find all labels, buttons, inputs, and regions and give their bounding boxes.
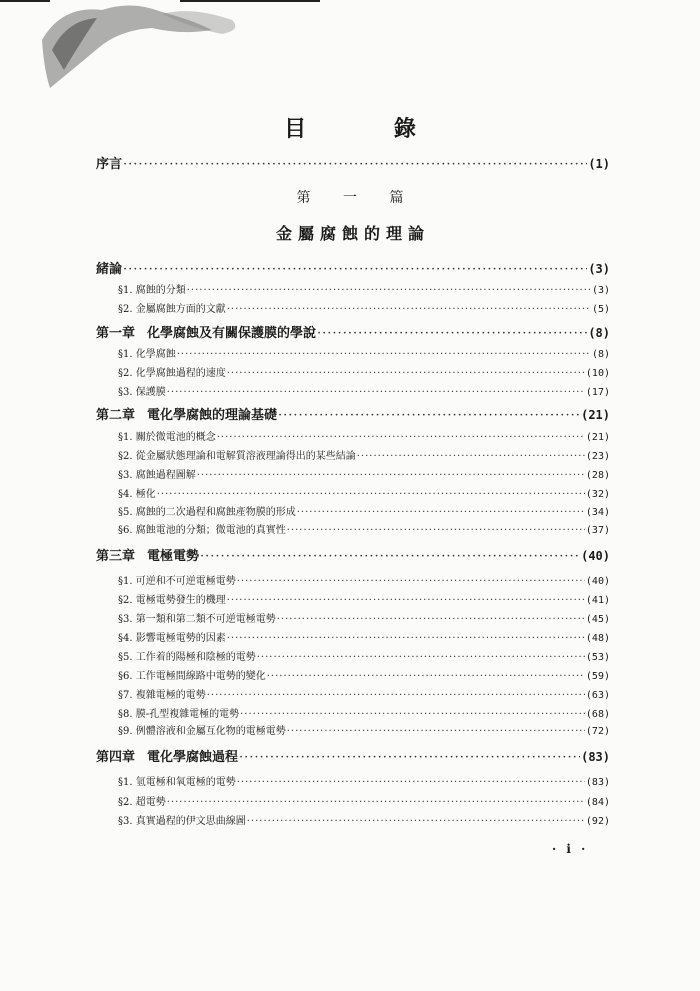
toc-section-page: (17): [585, 387, 610, 398]
toc-section-page: (92): [585, 816, 610, 827]
toc-section[interactable]: [118, 503, 610, 523]
toc-section-page: (45): [585, 614, 610, 625]
leader-dots: [177, 349, 591, 360]
toc-section-label: §5. 工作着的陽極和陰極的電勢: [118, 652, 256, 663]
toc-section-page: (32): [585, 489, 610, 500]
toc-section-page: (28): [585, 470, 610, 481]
toc-section-label: §8. 膜-孔型複雜電極的電勢: [118, 709, 240, 720]
leader-dots: [197, 470, 585, 481]
toc-section-page: (84): [585, 797, 610, 808]
leader-dots: [277, 614, 585, 625]
toc-section[interactable]: [118, 610, 610, 630]
chapter-number: 第四章: [96, 750, 136, 765]
toc-section-label: §7. 複雜電極的電勢: [118, 690, 206, 701]
toc-section-page: (63): [585, 690, 610, 701]
page-title: 目 錄: [284, 117, 456, 142]
page-number: · i ·: [552, 842, 589, 856]
chapter-title: 化學腐蝕及有關保護膜的學說: [147, 326, 317, 341]
toc-section[interactable]: [118, 812, 610, 832]
chapter-number: 第一章: [96, 326, 136, 341]
leader-dots: [200, 549, 580, 564]
toc-section[interactable]: [118, 447, 610, 467]
toc-entry-preface[interactable]: [96, 153, 610, 173]
toc-section[interactable]: [118, 364, 610, 384]
chapter-title: 電化學腐蝕的理論基礎: [147, 408, 278, 423]
leader-dots: [267, 671, 585, 682]
leader-dots: [167, 797, 585, 808]
toc-section[interactable]: [118, 773, 610, 793]
toc-section-page: (53): [585, 652, 610, 663]
leader-dots: [207, 690, 585, 701]
toc-section[interactable]: [118, 466, 610, 486]
toc-section-page: (37): [585, 525, 610, 536]
chapter-number: 第二章: [96, 408, 136, 423]
leader-dots: [227, 633, 585, 644]
toc-chapter-4[interactable]: [96, 746, 610, 766]
toc-section-page: (3): [591, 285, 610, 296]
toc-section-label: §1. 關於微電池的概念: [118, 432, 216, 443]
leader-dots: [217, 432, 585, 443]
toc-entry-page: (3): [588, 262, 610, 276]
toc-section[interactable]: [118, 722, 610, 742]
leader-dots: [227, 595, 585, 606]
toc-section[interactable]: [118, 648, 610, 668]
toc-section-label: §4. 極化: [118, 489, 156, 500]
chapter-page: (40): [581, 549, 610, 563]
chapter-page: (21): [581, 408, 610, 422]
toc-section-label: §1. 化學腐蝕: [118, 349, 176, 360]
toc-section-page: (10): [585, 368, 610, 379]
toc-entry-label: 緒論: [96, 262, 123, 277]
leader-dots: [287, 525, 585, 536]
toc-section-page: (48): [585, 633, 610, 644]
toc-section[interactable]: [118, 667, 610, 687]
toc-chapter-1[interactable]: [96, 322, 610, 342]
toc-section-label: §2. 超電勢: [118, 797, 166, 808]
part-title: 金屬腐蝕的理論: [275, 224, 430, 243]
leader-dots: [257, 652, 585, 663]
leader-dots: [123, 262, 587, 277]
leader-dots: [278, 408, 580, 423]
toc-section[interactable]: [118, 383, 610, 403]
toc-section-page: (8): [591, 349, 610, 360]
toc-section[interactable]: [118, 686, 610, 706]
leader-dots: [167, 387, 585, 398]
toc-section-label: §3. 第一類和第二類不可逆電極電勢: [118, 614, 276, 625]
toc-section-label: §4. 影響電極電勢的因素: [118, 633, 226, 644]
chapter-page: (83): [581, 750, 610, 764]
toc-section-label: §3. 腐蝕過程圖解: [118, 470, 196, 481]
toc-section-page: (21): [585, 432, 610, 443]
toc-section-label: §3. 保護膜: [118, 387, 166, 398]
toc-chapter-2[interactable]: [96, 404, 610, 424]
toc-section[interactable]: [118, 428, 610, 448]
toc-section-page: (34): [585, 507, 610, 518]
leader-dots: [227, 304, 591, 315]
toc-section-label: §2. 電極電勢發生的機理: [118, 595, 226, 606]
toc-entry-label: 序言: [96, 157, 123, 172]
toc-section[interactable]: [118, 572, 610, 592]
toc-section-label: §6. 工作電極間線路中電勢的變化: [118, 671, 266, 682]
leader-dots: [157, 489, 585, 500]
toc-section[interactable]: [118, 591, 610, 611]
toc-section-label: §5. 腐蝕的二次過程和腐蝕產物膜的形成: [118, 507, 296, 518]
leader-dots: [123, 157, 587, 172]
toc-section-page: (83): [585, 777, 610, 788]
toc-section[interactable]: [118, 281, 610, 301]
toc-section[interactable]: [118, 345, 610, 365]
toc-entry-page: (1): [588, 157, 610, 171]
toc-section-page: (23): [585, 451, 610, 462]
chapter-title: 電極電勢: [147, 549, 200, 564]
toc-section[interactable]: [118, 521, 610, 541]
toc-section-page: (68): [585, 709, 610, 720]
toc-section[interactable]: [118, 485, 610, 505]
toc-chapter-3[interactable]: [96, 545, 610, 565]
chapter-title: 電化學腐蝕過程: [147, 750, 239, 765]
leader-dots: [357, 451, 585, 462]
leader-dots: [287, 726, 585, 737]
toc-section-page: (41): [585, 595, 610, 606]
toc-section-page: (72): [585, 726, 610, 737]
toc-section-label: §9. 例體溶液和金屬互化物的電極電勢: [118, 726, 286, 737]
leader-dots: [227, 368, 585, 379]
toc-section-label: §6. 腐蝕電池的分類；微電池的真實性: [118, 525, 286, 536]
toc-entry-intro[interactable]: [96, 258, 610, 278]
toc-section-label: §2. 金屬腐蝕方面的文獻: [118, 304, 226, 315]
toc-section-label: §1. 可逆和不可逆電極電勢: [118, 576, 236, 587]
leader-dots: [187, 285, 591, 296]
toc-section[interactable]: [118, 629, 610, 649]
leader-dots: [240, 709, 585, 720]
leader-dots: [237, 576, 585, 587]
toc-section-page: (5): [591, 304, 610, 315]
toc-section-page: (59): [585, 671, 610, 682]
leader-dots: [247, 816, 585, 827]
toc-section-label: §2. 化學腐蝕過程的速度: [118, 368, 226, 379]
toc-section[interactable]: [118, 300, 610, 320]
toc-section-label: §1. 氫電極和氧電極的電勢: [118, 777, 236, 788]
chapter-number: 第三章: [96, 549, 136, 564]
toc-section-page: (40): [585, 576, 610, 587]
toc-section-label: §2. 從金屬狀態理論和電解質溶液理論得出的某些結論: [118, 451, 356, 462]
part-number: 第 一 篇: [296, 190, 418, 206]
toc-section-label: §3. 真實過程的伊文思曲線圖: [118, 816, 246, 827]
toc-section[interactable]: [118, 793, 610, 813]
leader-dots: [317, 326, 587, 341]
toc-section-label: §1. 腐蝕的分類: [118, 285, 186, 296]
leader-dots: [237, 777, 585, 788]
leader-dots: [239, 750, 580, 765]
scan-smudge: [42, 0, 272, 90]
chapter-page: (8): [588, 326, 610, 340]
leader-dots: [297, 507, 585, 518]
